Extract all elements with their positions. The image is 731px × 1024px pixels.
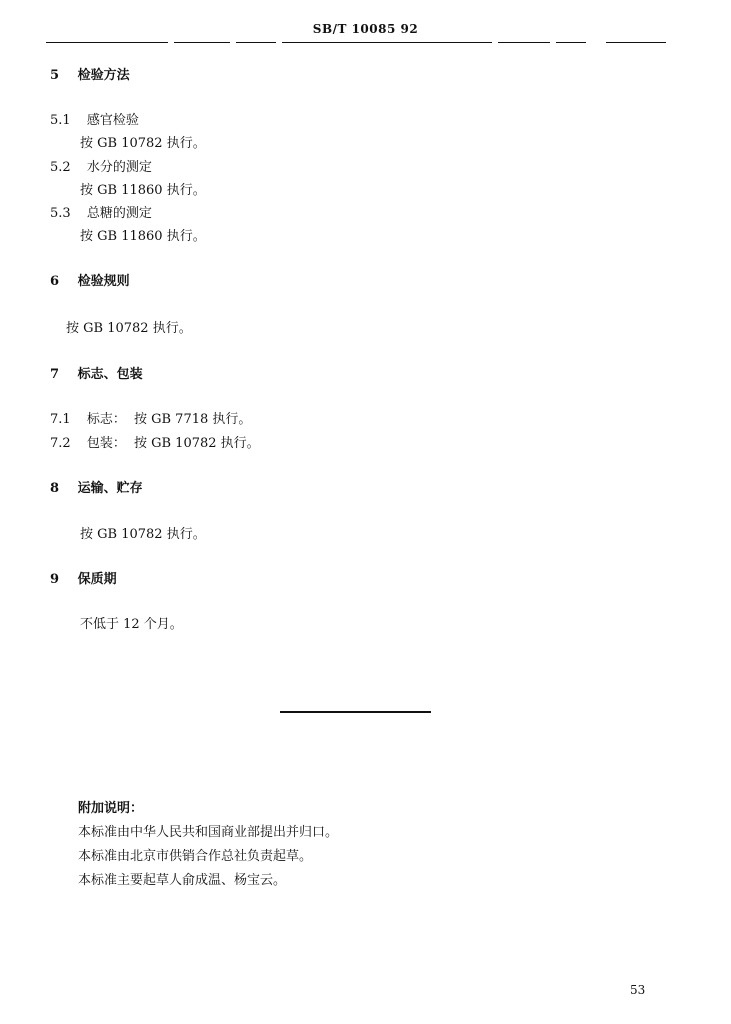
section-body: 按 GB 10782 执行。 [133,436,260,451]
section-number: 5.3 [50,206,71,221]
section-6-heading [50,270,130,289]
section-label: 标志： [86,412,126,427]
section-6-body: 按 GB 10782 执行。 [66,321,192,336]
section-8-body: 按 GB 10782 执行。 [80,527,206,542]
section-body: 按 GB 7718 执行。 [133,412,252,427]
section-5-1-body: 按 GB 10782 执行。 [80,136,206,151]
end-divider [280,711,431,713]
page-header: SB/T 10085 92 [312,22,419,36]
section-9-body: 不低于 12 个月。 [80,617,183,632]
section-number: 7.2 [50,436,71,451]
section-label: 包装： [86,436,126,451]
section-number: 5.2 [50,160,71,175]
section-8-heading [50,477,143,496]
notes-line: 本标准由北京市供销合作总社负责起草。 [78,849,313,864]
section-5-2-body: 按 GB 11860 执行。 [80,183,206,198]
section-7-1 [50,408,251,427]
section-5-3-heading [50,202,152,221]
section-title: 感官检验 [86,113,139,128]
section-number: 6 [50,274,60,289]
section-number: 8 [50,481,60,496]
section-title: 检验方法 [77,68,130,83]
section-5-2-heading [50,156,152,175]
section-5-1-heading [50,109,139,128]
section-title: 检验规则 [77,274,130,289]
notes-line: 本标准主要起草人俞成温、杨宝云。 [78,873,287,888]
section-5-heading [50,64,130,83]
notes-line: 本标准由中华人民共和国商业部提出并归口。 [78,825,339,840]
section-number: 9 [50,572,60,587]
section-title: 水分的测定 [86,160,152,175]
section-title: 保质期 [77,572,117,587]
section-number: 7 [50,367,60,382]
section-title: 标志、包装 [77,367,143,382]
notes-title: 附加说明： [78,801,144,816]
page-number: 53 [630,983,646,997]
section-title: 运输、贮存 [77,481,143,496]
section-5-3-body: 按 GB 11860 执行。 [80,229,206,244]
section-number: 5 [50,68,60,83]
section-9-heading [50,568,117,587]
section-7-2 [50,432,260,451]
section-number: 7.1 [50,412,71,427]
section-7-heading [50,363,143,382]
section-number: 5.1 [50,113,71,128]
section-title: 总糖的测定 [86,206,152,221]
